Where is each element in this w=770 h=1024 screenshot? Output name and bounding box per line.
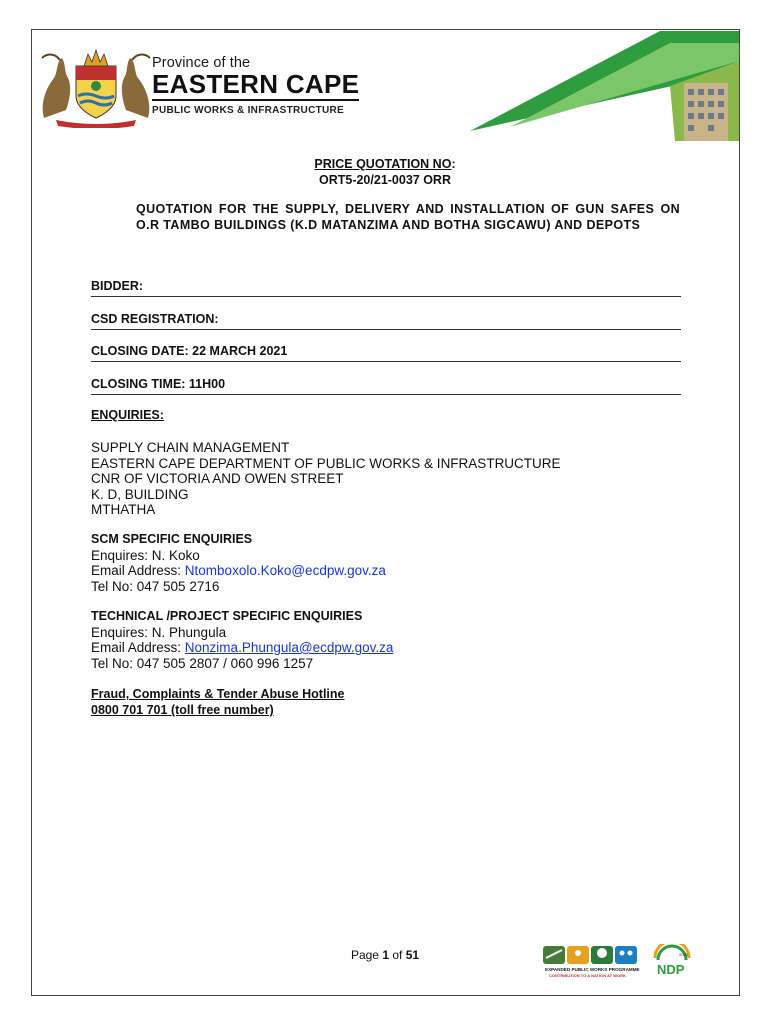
technical-telephone: Tel No: 047 505 2807 / 060 996 1257 — [91, 655, 314, 671]
address-block — [91, 440, 561, 518]
closing-date-field: CLOSING DATE: 22 MARCH 2021 — [91, 344, 681, 362]
quotation-label: PRICE QUOTATION NO — [314, 157, 452, 171]
csd-registration-field: CSD REGISTRATION: — [91, 312, 681, 330]
quotation-colon: : — [451, 157, 456, 171]
quotation-subject: QUOTATION FOR THE SUPPLY, DELIVERY AND INSTALLATION OF GUN SAFES ON O.R TAMBO BUILDINGS (K.D MATANZIMA AND BOTHA SIGCAWU) AND DEPOTS — [136, 202, 680, 232]
scm-telephone: Tel No: 047 505 2716 — [91, 578, 220, 594]
technical-email-link[interactable]: Nonzima.Phungula@ecdpw.gov.za — [184, 640, 394, 655]
scm-email-label: Email Address: — [91, 563, 185, 578]
brand-department-name: PUBLIC WORKS & INFRASTRUCTURE — [152, 105, 345, 116]
scm-contact-person: Enquires: N. Koko — [91, 547, 200, 563]
ndp-text: NDP — [657, 962, 685, 977]
epwp-text: EXPANDED PUBLIC WORKS PROGRAMME — [545, 967, 640, 972]
brand-province-line: Province of the — [152, 55, 251, 71]
page-current: 1 — [382, 948, 389, 962]
page-of: of — [389, 948, 406, 962]
page-prefix: Page — [350, 948, 383, 962]
quotation-number-block — [0, 156, 770, 188]
technical-email-label: Email Address: — [91, 640, 185, 655]
epwp-ndp-logo — [543, 944, 693, 980]
bidder-field: BIDDER: — [91, 279, 681, 297]
ndp-year: 2030 — [679, 952, 688, 957]
technical-heading: TECHNICAL /PROJECT SPECIFIC ENQUIRIES — [91, 609, 363, 623]
corner-building-graphic — [470, 31, 739, 141]
epwp-tagline: CONTRIBUTION TO A NATION AT WORK — [549, 973, 626, 978]
hotline-title: Fraud, Complaints & Tender Abuse Hotline — [91, 687, 345, 701]
closing-time-field: CLOSING TIME: 11H00 — [91, 377, 681, 395]
department-brand — [152, 55, 359, 116]
scm-heading: SCM SPECIFIC ENQUIRIES — [91, 532, 253, 546]
quotation-number: ORT5-20/21-0037 ORR — [318, 173, 451, 187]
hotline-number: 0800 701 701 (toll free number) — [91, 703, 274, 717]
address-line: SUPPLY CHAIN MANAGEMENT — [91, 440, 290, 455]
enquiries-heading: ENQUIRIES: — [91, 408, 164, 422]
technical-contact-person: Enquires: N. Phungula — [91, 624, 227, 640]
scm-email-row — [91, 563, 386, 579]
address-line: MTHATHA — [91, 502, 156, 517]
address-line: K. D, BUILDING — [91, 486, 189, 502]
brand-province-name: EASTERN CAPE — [152, 69, 360, 99]
address-line: EASTERN CAPE DEPARTMENT OF PUBLIC WORKS & INFRASTRUCTURE — [91, 455, 561, 471]
scm-email-link[interactable]: Ntomboxolo.Koko@ecdpw.gov.za — [184, 563, 386, 578]
technical-enquiries-block — [91, 609, 393, 671]
technical-email-row — [91, 640, 393, 656]
page-total: 51 — [405, 948, 420, 962]
coat-of-arms-logo — [36, 48, 156, 128]
scm-enquiries-block — [91, 532, 386, 594]
address-line: CNR OF VICTORIA AND OWEN STREET — [91, 471, 344, 486]
hotline-block — [91, 686, 345, 718]
